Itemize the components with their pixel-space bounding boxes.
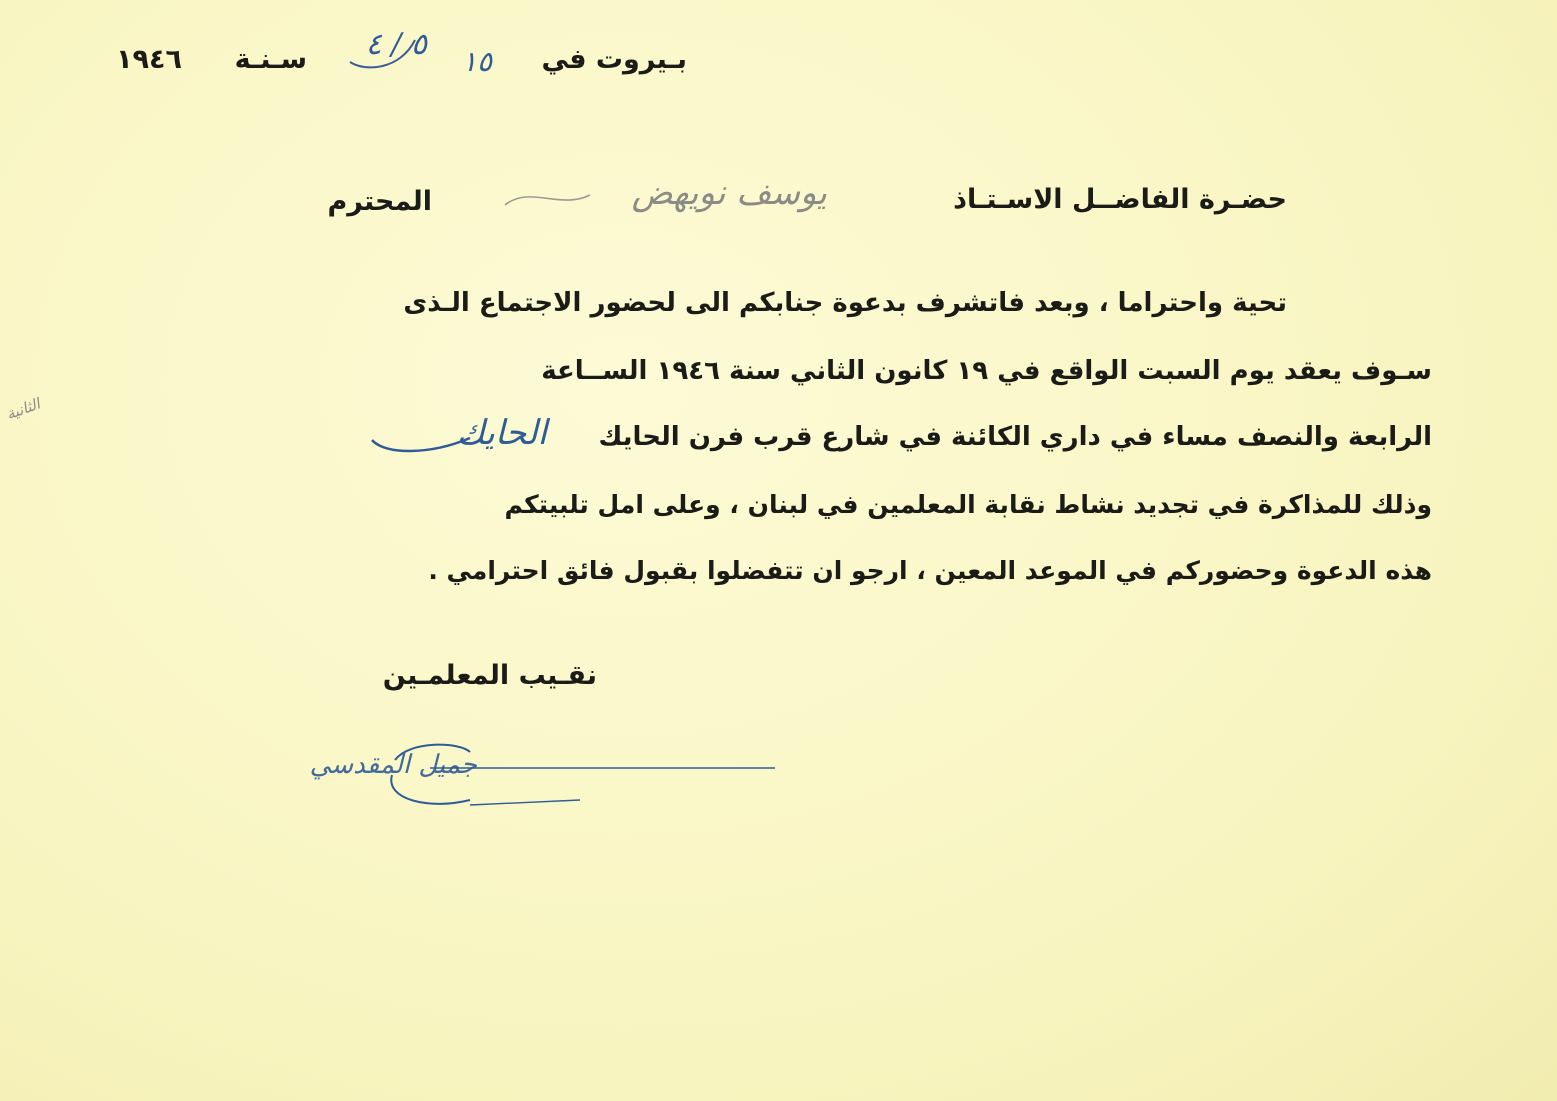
recipient-name-handwritten: يوسف نويهض <box>631 173 827 213</box>
signature-tail <box>470 800 580 805</box>
street-stroke <box>372 438 470 451</box>
signature-flourish-loop <box>391 775 470 804</box>
body-line-3: الرابعة والنصف مساء في داري الكائنة في شارع قرب فرن الحايك <box>598 422 1432 452</box>
signature-title: نقـيب المعلمـين <box>382 660 597 691</box>
signature-flourish-top <box>395 745 470 760</box>
name-stroke <box>505 195 590 205</box>
margin-note: الثانية <box>3 394 43 424</box>
year-label: سـنـة <box>234 44 307 75</box>
signature-handwritten: جميل المقدسي <box>309 750 477 780</box>
year: ١٩٤٦ <box>116 44 182 75</box>
honorific: المحترم <box>327 186 432 217</box>
body-line-5: هذه الدعوة وحضوركم في الموعد المعين ، ارجو ان تتفضلوا بقبول فائق احترامي . <box>428 556 1432 585</box>
body-line-2: سـوف يعقد يوم السبت الواقع في ١٩ كانون الثاني سنة ١٩٤٦ الســاعة <box>541 356 1432 386</box>
street-name-handwritten: الحايك <box>456 413 547 453</box>
date-day: ١٥ <box>461 45 492 78</box>
place-prefix: بـيروت في <box>541 44 687 75</box>
body-line-4: وذلك للمذاكرة في تجديد نشاط نقابة المعلمين في لبنان ، وعلى امل تلبيتكم <box>504 490 1432 519</box>
salutation: حضـرة الفاضــل الاسـتـاذ <box>953 184 1287 215</box>
date-flourish <box>350 40 415 67</box>
date-month-handwritten: ٥ / ٤ <box>365 27 427 62</box>
body-line-1: تحية واحتراما ، وبعد فاتشرف بدعوة جنابكم الى لحضور الاجتماع الـذى <box>403 288 1287 318</box>
